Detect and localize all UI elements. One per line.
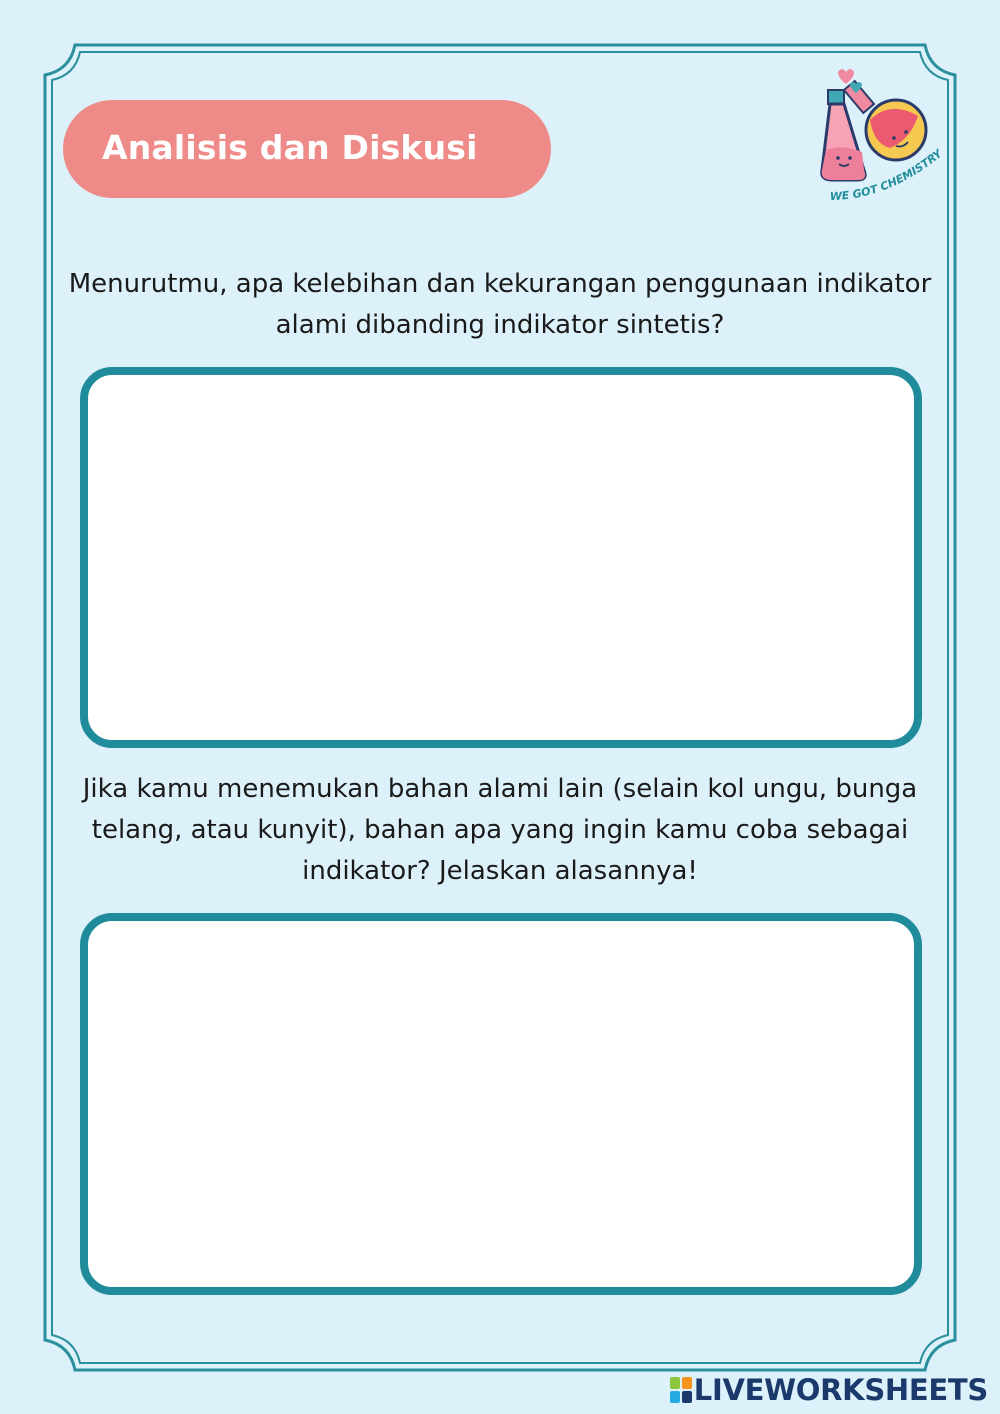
brand-name: LIVEWORKSHEETS xyxy=(693,1373,988,1407)
answer-box-2[interactable] xyxy=(80,913,922,1295)
chemistry-flasks-logo xyxy=(810,60,960,215)
question-1-text: Menurutmu, apa kelebihan dan kekurangan penggunaan indikator alami dibanding indikator sintetis? xyxy=(68,269,932,340)
answer-box-1[interactable] xyxy=(80,367,922,748)
question-2-text: Jika kamu menemukan bahan alami lain (selain kol ungu, bunga telang, atau kunyit), bahan apa yang ingin kamu coba sebagai indikator? Jelaskan alasannya! xyxy=(82,774,918,886)
page-title: Analisis dan Diskusi xyxy=(102,128,478,167)
logo-caption: WE GOT CHEMISTRY xyxy=(829,147,945,204)
liveworksheets-logo-icon xyxy=(670,1377,692,1403)
liveworksheets-brand xyxy=(670,1372,988,1408)
